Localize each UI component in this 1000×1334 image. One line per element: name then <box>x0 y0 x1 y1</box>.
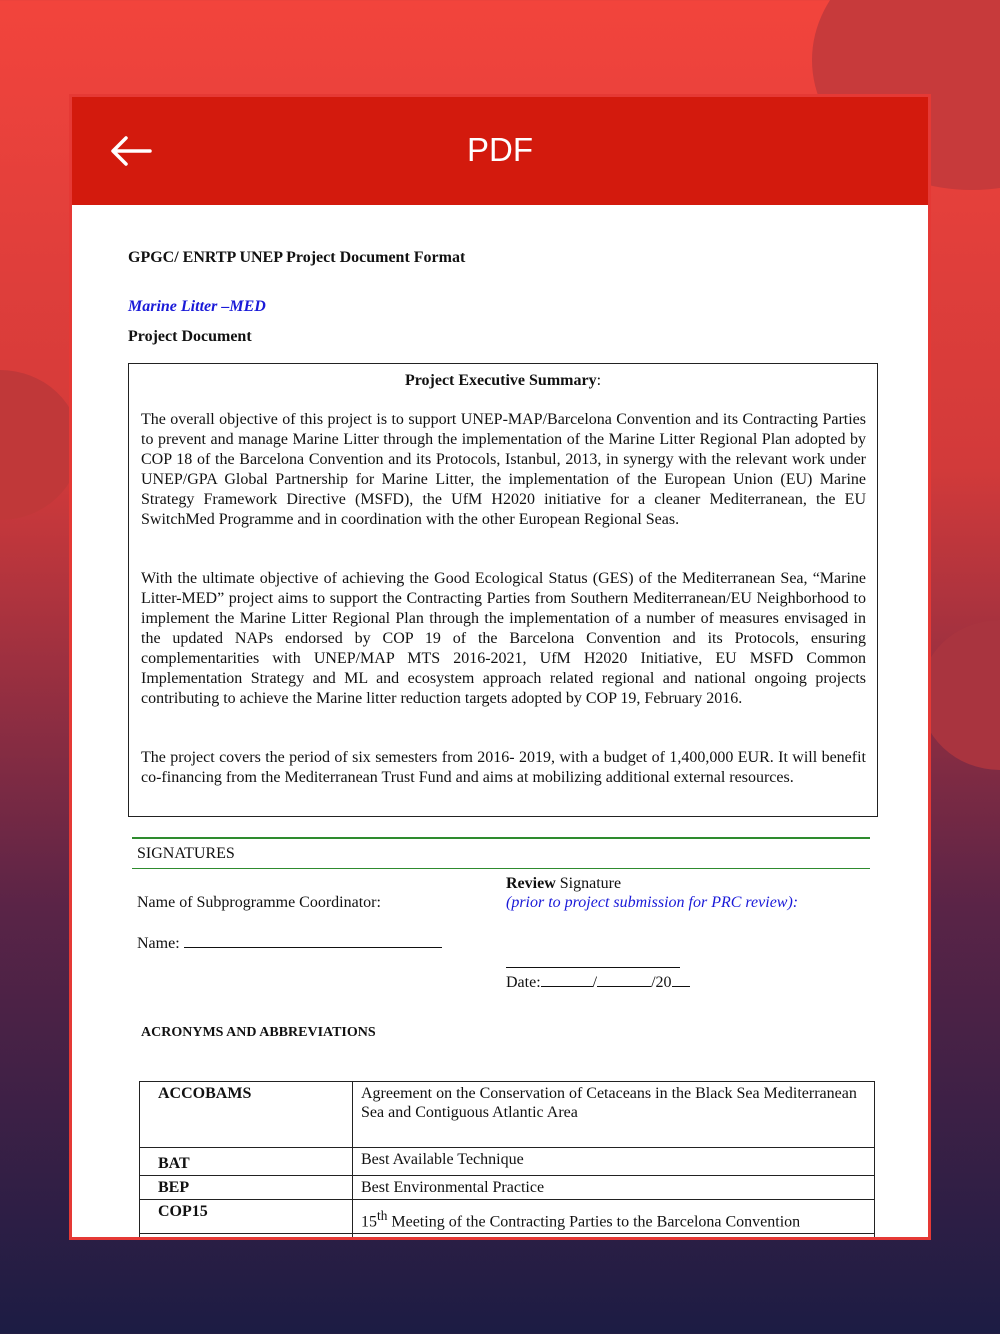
page-title: PDF <box>467 131 533 168</box>
acronym-term: BAT <box>140 1148 353 1176</box>
summary-paragraph: With the ultimate objective of achieving the Good Ecological Status (GES) of the Mediterranean Sea, “Marine Litter-MED” project aims to support the Contracting Parties from Southern Mediterranean/EU Neighborhood to implement the Marine Litter Regional Plan through the implementation of a number of measures envisaged in the updated NAPs endorsed by COP 19 of the Barcelona Convention and its Protocols, ensuring complementarities with UNEP/MAP MTS 2016-2021, UfM H2020 Initiative, EU MSFD Common Implementation Strategy and ML and ecosystem approach related regional and national ongoing projects contributing to achieve the Marine litter reduction targets adopted by COP 19, February 2016. <box>141 570 866 707</box>
background-circle <box>920 620 1000 770</box>
summary-title: Project Executive Summary: <box>404 372 602 389</box>
date-field: Date: / /20 <box>506 972 690 992</box>
table-row <box>140 1148 875 1176</box>
acronym-term: ACCOBAMS <box>140 1082 353 1148</box>
acronyms-table <box>139 1081 875 1240</box>
project-name: Marine Litter –MED <box>128 298 266 315</box>
review-signature-label: Review Signature <box>506 875 622 892</box>
acronym-definition: Best Environmental Practice <box>353 1176 875 1200</box>
name-field: Name: <box>137 933 442 953</box>
table-row <box>140 1082 875 1148</box>
signatures-heading: SIGNATURES <box>137 845 235 862</box>
table-row <box>140 1176 875 1200</box>
review-note: (prior to project submission for PRC review): <box>506 894 799 911</box>
review-signature-line <box>506 967 680 968</box>
name-signature-line <box>184 933 442 948</box>
coordinator-label: Name of Subprogramme Coordinator: <box>137 894 381 911</box>
divider <box>132 837 870 839</box>
format-title: GPGC/ ENRTP UNEP Project Document Format <box>128 249 466 266</box>
acronym-definition: 15th Meeting of the Contracting Parties to the Barcelona Convention <box>353 1200 875 1234</box>
acronym-term: COP15 <box>140 1200 353 1234</box>
acronym-term: BEP <box>140 1176 353 1200</box>
acronyms-heading: ACRONYMS AND ABBREVIATIONS <box>141 1025 376 1040</box>
summary-paragraph: The project covers the period of six semesters from 2016- 2019, with a budget of 1,400,000 EUR. It will benefit co-financing from the Mediterranean Trust Fund and aims at mobilizing additional external resources. <box>141 749 866 786</box>
summary-paragraph: The overall objective of this project is to support UNEP-MAP/Barcelona Convention and its Contracting Parties to prevent and manage Marine Litter through the implementation of the Marine Litter Regional Plan adopted by COP 18 of the Barcelona Convention and its Protocols, Istanbul, 2013, in synergy with the relevant work under UNEP/GPA Global Partnership for Marine Litter, the implementation of the European Union (EU) Marine Strategy Framework Directive (MSFD), the UfM H2020 initiative for a cleaner Mediterranean, the EU SwitchMed Programme and in coordination with the other European Regional Seas. <box>141 411 866 528</box>
table-row <box>140 1200 875 1234</box>
project-document-label: Project Document <box>128 328 252 345</box>
executive-summary-box <box>128 363 878 817</box>
divider <box>132 868 870 869</box>
acronym-definition: Best Available Technique <box>353 1148 875 1176</box>
background-circle <box>0 370 80 520</box>
pdf-viewer-window <box>69 94 931 1240</box>
acronym-definition: Agreement on the Conservation of Cetaceans in the Black Sea Mediterranean Sea and Contiguous Atlantic Area <box>353 1082 875 1148</box>
table-row <box>140 1234 875 1240</box>
app-bar <box>72 97 928 205</box>
